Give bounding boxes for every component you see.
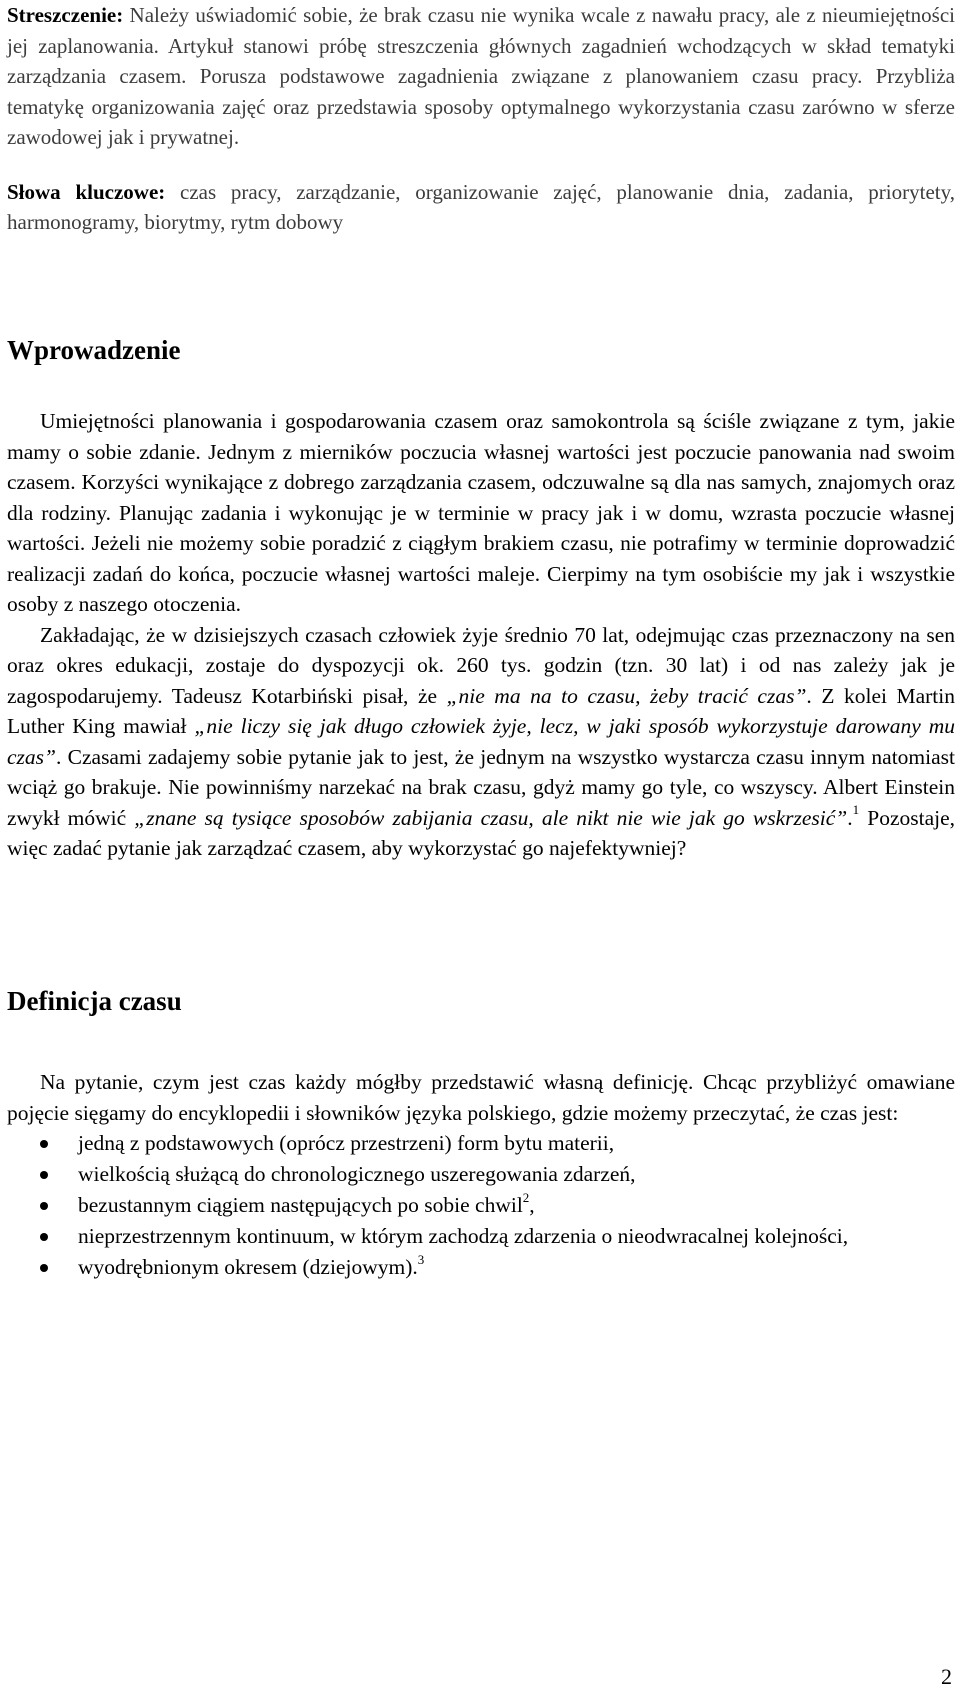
intro-p2-text-b: . Z kolei Martin Luther King mawiał <box>7 683 955 738</box>
list-item-text: wielkością służącą do chronologicznego uszeregowania zdarzeń, <box>78 1162 636 1186</box>
abstract-label: Streszczenie: <box>7 3 124 27</box>
list-item-text-after: , <box>529 1193 535 1217</box>
section-heading-intro: Wprowadzenie <box>7 335 181 365</box>
list-item-text: bezustannym ciągiem następujących po sobie chwil <box>78 1193 523 1217</box>
bullet-icon <box>40 1233 48 1241</box>
footnote-ref-2[interactable]: 2 <box>522 1189 530 1205</box>
footnote-ref-3[interactable]: 3 <box>417 1251 425 1267</box>
footnote-ref-1[interactable]: 1 <box>852 802 860 818</box>
bullet-icon <box>40 1202 48 1210</box>
list-item <box>7 1128 955 1159</box>
page-number: 2 <box>941 1664 952 1689</box>
intro-p2-text-e: Pozostaje, więc zadać pytanie jak zarządzać czasem, aby wykorzystać go najefektywniej? <box>7 805 956 860</box>
keywords-text: czas pracy, zarządzanie, organizowanie zajęć, planowanie dnia, zadania, priorytety, harmonogramy, biorytmy, rytm dobowy <box>7 179 955 234</box>
bullet-icon <box>40 1264 48 1272</box>
definition-bullet-list <box>7 1128 955 1283</box>
list-item-text: wyodrębnionym okresem (dziejowym). <box>78 1255 418 1279</box>
intro-section <box>7 406 955 864</box>
intro-paragraph-2 <box>7 620 955 864</box>
intro-p2-text-d: . <box>847 805 853 830</box>
keywords-paragraph <box>7 177 955 238</box>
section-heading-definition: Definicja czasu <box>7 986 182 1016</box>
abstract-paragraph <box>7 0 955 153</box>
list-item <box>7 1159 955 1190</box>
list-item-text: nieprzestrzennym kontinuum, w którym zachodzą zdarzenia o nieodwracalnej kolejności, <box>78 1224 849 1248</box>
list-item <box>7 1252 955 1283</box>
intro-p2-text-c: . Czasami zadajemy sobie pytanie jak to jest, że jednym na wszystko wystarcza czasu innym natomiast wciąż go brakuje. Nie powinniśmy narzekać na brak czasu, gdyż mamy go tyle, co wszyscy. Albert Einstein zwykł mówić <box>7 744 955 830</box>
list-item <box>7 1221 955 1252</box>
list-item <box>7 1190 955 1221</box>
quote-einstein: „znane są tysiące sposobów zabijania czasu, ale nikt nie wie jak go wskrzesić” <box>134 805 848 830</box>
quote-king: „nie liczy się jak długo człowiek żyje, lecz, w jaki sposób wykorzystuje darowany mu czas” <box>7 714 955 769</box>
definition-section <box>7 1067 955 1283</box>
keywords-label: Słowa kluczowe: <box>7 179 166 204</box>
abstract-text: Należy uświadomić sobie, że brak czasu nie wynika wcale z nawału pracy, ale z nieumiejętności jej zaplanowania. Artykuł stanowi próbę streszczenia głównych zagadnień wchodzących w skład tematyki zarządzania czasem. Porusza podstawowe zagadnienia związane z planowaniem czasu pracy. Przybliża tematykę organizowania zajęć oraz przedstawia sposoby optymalnego wykorzystania czasu zarówno w sferze zawodowej jak i prywatnej. <box>7 3 955 149</box>
bullet-icon <box>40 1140 48 1148</box>
quote-kotarbinski: „nie ma na to czasu, żeby tracić czas” <box>446 683 807 708</box>
document-page <box>7 0 956 1279</box>
intro-paragraph-1: Umiejętności planowania i gospodarowania czasem oraz samokontrola są ściśle związane z tym, jakie mamy o sobie zdanie. Jednym z mierników poczucia własnej wartości jest poczucie panowania nad swoim czasem. Korzyści wynikające z dobrego zarządzania czasem, odczuwalne są dla nas samych, znajomych oraz dla rodziny. Planując zadania i wykonując je w terminie w pracy jak i w domu, wzrasta poczucie własnej wartości. Jeżeli nie możemy sobie poradzić z ciągłym brakiem czasu, nie potrafimy w terminie doprowadzić realizacji zadań do końca, poczucie własnej wartości maleje. Cierpimy na tym osobiście my jak i wszystkie osoby z naszego otoczenia. <box>7 409 955 616</box>
intro-p2-text-a: Zakładając, że w dzisiejszych czasach człowiek żyje średnio 70 lat, odejmując czas przeznaczony na sen oraz okres edukacji, zostaje do dyspozycji ok. 260 tys. godzin (tzn. 30 lat) i od nas zależy jak je zagospodarujemy. Tadeusz Kotarbiński pisał, że <box>7 622 955 708</box>
bullet-icon <box>40 1171 48 1179</box>
list-item-text: jedną z podstawowych (oprócz przestrzeni) form bytu materii, <box>78 1131 615 1155</box>
definition-paragraph-1: Na pytanie, czym jest czas każdy mógłby przedstawić własną definicję. Chcąc przybliżyć omawiane pojęcie sięgamy do encyklopedii i słowników języka polskiego, gdzie możemy przeczytać, że czas jest: <box>7 1070 955 1125</box>
